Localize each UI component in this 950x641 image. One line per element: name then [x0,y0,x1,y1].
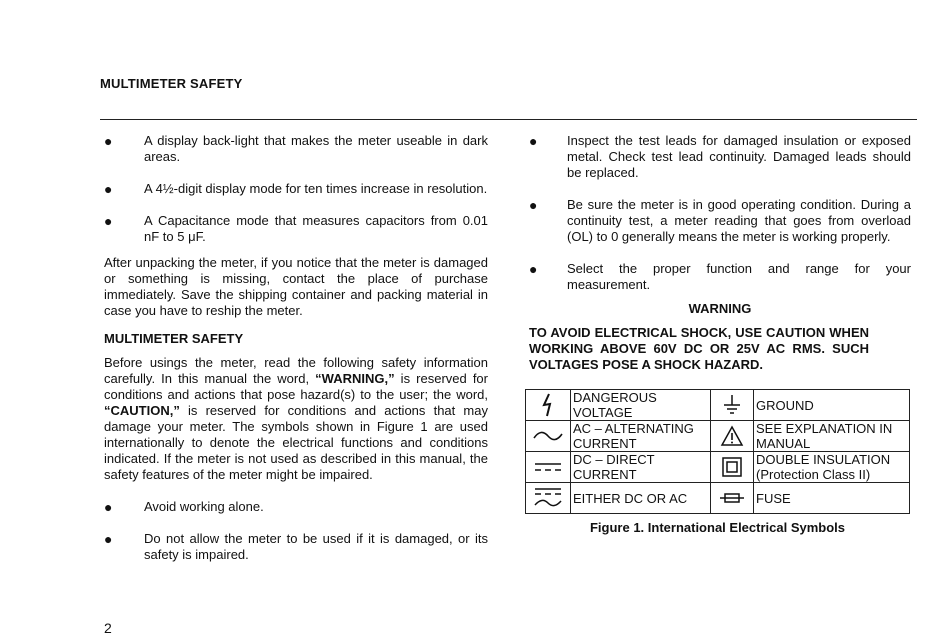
table-row [526,390,910,421]
subheading: MULTIMETER SAFETY [104,331,244,346]
list-item [104,181,488,197]
bullet-text: Inspect the test leads for damaged insulation or exposed metal. Check test lead continuity. Damaged leads should be replaced. [567,133,911,180]
symbol-label: DOUBLE INSULATION (Protection Class II) [754,452,910,483]
warning-heading: WARNING [688,301,752,316]
right-column [529,133,911,536]
bullet-text: Select the proper function and range for your measurement. [567,261,911,292]
list-item [104,531,488,563]
list-item [104,133,488,165]
bullet-text: Be sure the meter is in good operating condition. During a continuity test, a meter reading that goes from overload (OL) to 0 generally means the meter is working properly. [567,197,911,244]
table-row [526,421,910,452]
symbol-label: FUSE [754,483,910,514]
caution-word: “CAUTION,” [104,403,180,418]
safety-paragraph: Before usings the meter, read the following safety information carefully. In this manual the word, “WARNING,” is reserved for conditions and actions that pose hazard(s) to the user; the word, “CAUTION,” is reserved for conditions and actions that may damage your meter. The symbols shown in Figure 1 are used internationally to denote the electrical functions and conditions indicated. If the meter is not used as described in this manual, the safety features of the meter might be impaired. [104,355,488,482]
fuse-icon [711,483,754,514]
list-item [529,261,911,293]
bullet-icon: ● [104,133,113,149]
bullet-icon: ● [104,531,113,547]
warning-text: TO AVOID ELECTRICAL SHOCK, USE CAUTION WHEN WORKING ABOVE 60V DC OR 25V AC RMS. SUCH VOLTAGES POSE A SHOCK HAZARD. [529,325,869,372]
warning-word: “WARNING,” [315,371,395,386]
symbol-label: DANGEROUS VOLTAGE [571,390,711,421]
symbol-label: DC – DIRECT CURRENT [571,452,711,483]
symbol-label: GROUND [754,390,910,421]
lightning-icon [526,390,571,421]
bullet-text: A display back-light that makes the meter useable in dark areas. [144,133,488,164]
section-title: MULTIMETER SAFETY [100,76,243,91]
left-column [104,133,488,579]
bullet-icon: ● [529,261,538,277]
table-row [526,452,910,483]
warning-triangle-icon [711,421,754,452]
bullet-text: A Capacitance mode that measures capacitors from 0.01 nF to 5 μF. [144,213,488,244]
list-item [529,133,911,181]
bullet-text: A 4½-digit display mode for ten times increase in resolution. [144,181,488,196]
ac-wave-icon [526,421,571,452]
list-item [529,197,911,245]
bullet-icon: ● [529,197,538,213]
bullet-icon: ● [529,133,538,149]
ground-icon [711,390,754,421]
bullet-text: Avoid working alone. [144,499,264,514]
symbols-table [525,389,910,514]
bullet-icon: ● [104,181,113,197]
bullet-icon: ● [104,499,113,515]
dc-icon [526,452,571,483]
ac-dc-icon [526,483,571,514]
bullet-icon: ● [104,213,113,229]
bullet-text: Do not allow the meter to be used if it is damaged, or its safety is impaired. [144,531,488,562]
table-row [526,483,910,514]
list-item [104,213,488,245]
symbol-label: AC – ALTERNATING CURRENT [571,421,711,452]
page-number: 2 [104,620,112,636]
unpack-paragraph: After unpacking the meter, if you notice that the meter is damaged or something is missing, contact the place of purchase immediately. Save the shipping container and packing material in case you have to reship the meter. [104,255,488,318]
header-divider [100,119,917,120]
figure-caption: Figure 1. International Electrical Symbols [589,520,846,535]
double-insulation-icon [711,452,754,483]
symbol-label: SEE EXPLANATION IN MANUAL [754,421,910,452]
list-item [104,499,488,515]
symbol-label: EITHER DC OR AC [571,483,711,514]
